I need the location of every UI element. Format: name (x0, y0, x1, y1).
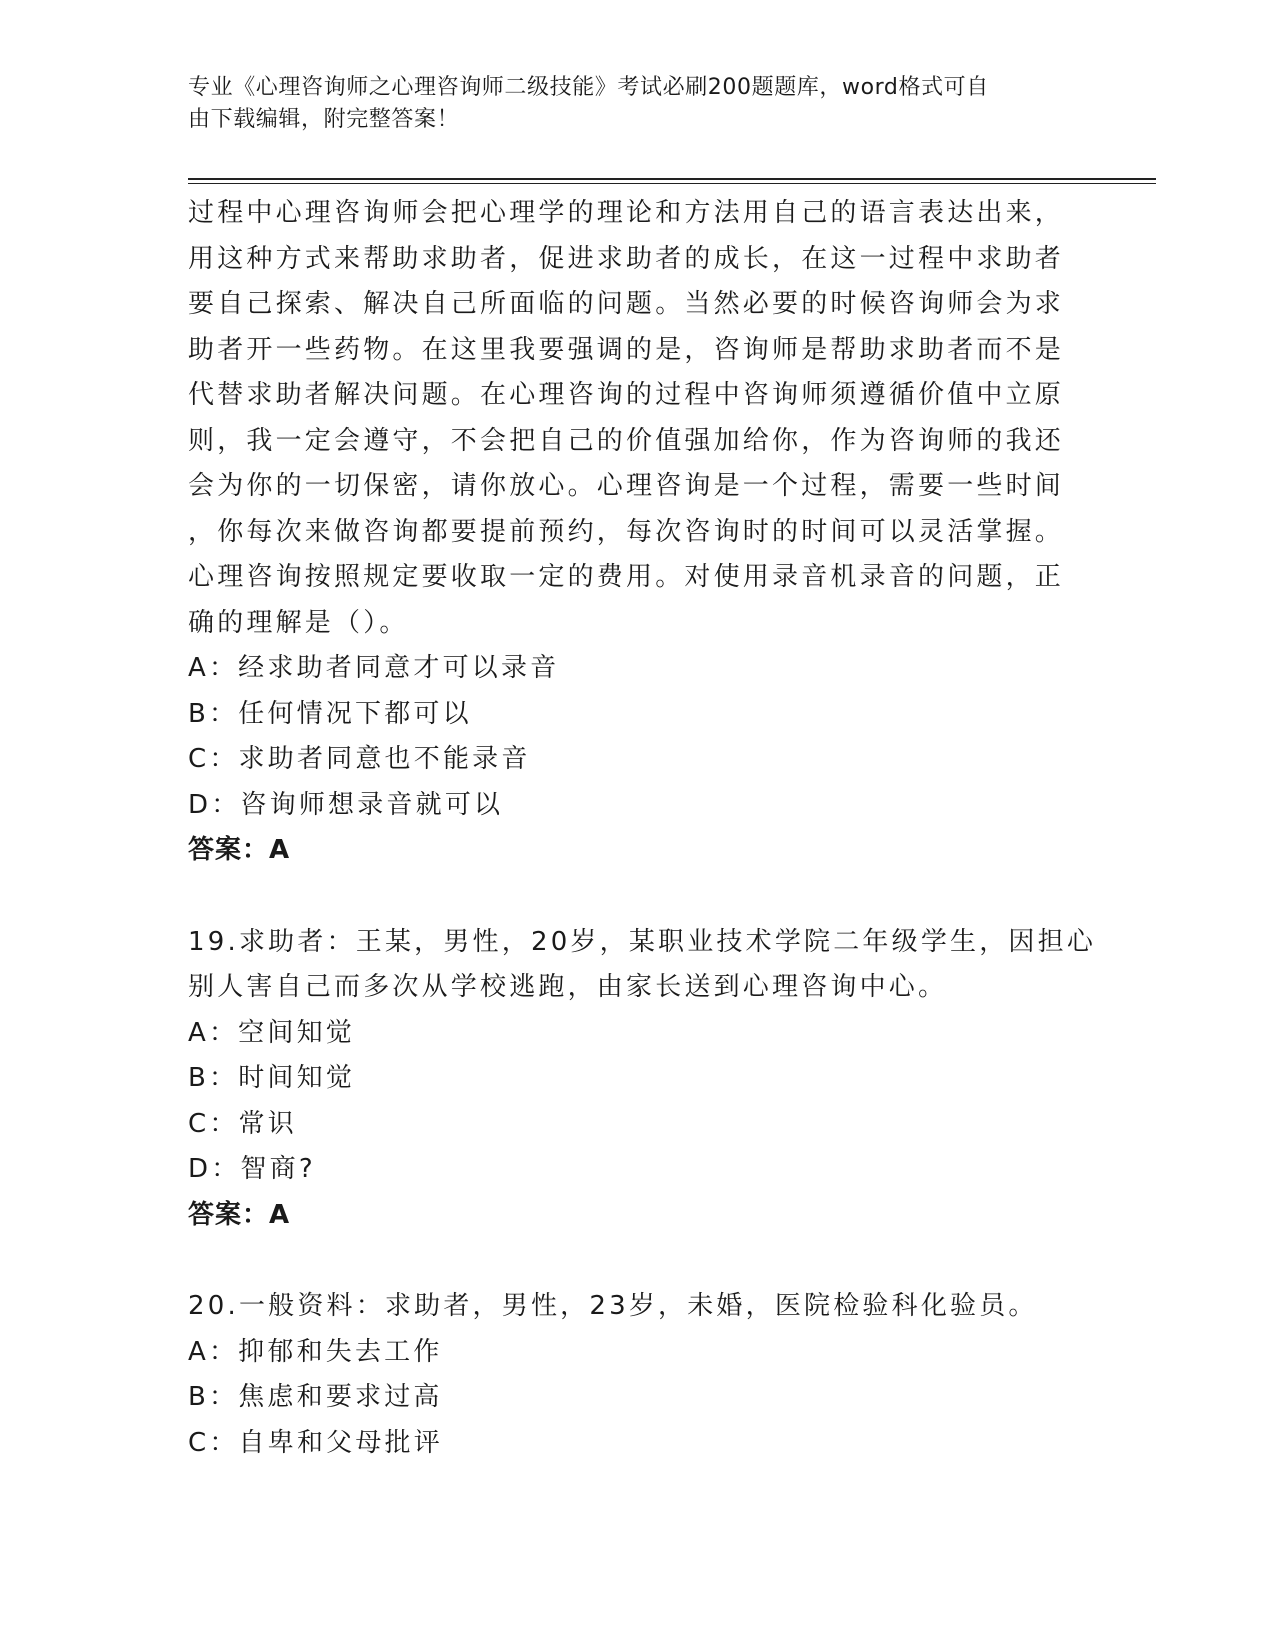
question-stem-line: 用这种方式来帮助求助者，促进求助者的成长，在这一过程中求助者 (188, 243, 1065, 274)
answer-label: 答案：A (188, 835, 291, 865)
option-c: C：求助者同意也不能录音 (188, 744, 531, 774)
option-c: C：自卑和父母批评 (188, 1427, 443, 1458)
question-stem-line: ，你每次来做咨询都要提前预约，每次咨询时的时间可以灵活掌握。 (188, 516, 1065, 547)
question-stem-line: 确的理解是（）。 (188, 607, 409, 638)
question-18 (188, 191, 1088, 874)
question-stem-line: 心理咨询按照规定要收取一定的费用。对使用录音机录音的问题，正 (188, 562, 1065, 592)
option-c: C：常识 (188, 1108, 297, 1139)
question-stem-line: 别人害自己而多次从学校逃跑，由家长送到心理咨询中心。 (188, 972, 948, 1002)
header-line-1: 专业《心理咨询师之心理咨询师二级技能》考试必刷200题题库，word格式可自 (188, 75, 989, 100)
document-header (188, 72, 1068, 136)
question-20 (188, 1284, 1088, 1466)
option-a: A：经求助者同意才可以录音 (188, 653, 560, 683)
header-divider (188, 178, 1156, 180)
option-a: A：抑郁和失去工作 (188, 1336, 443, 1367)
option-d: D：咨询师想录音就可以 (188, 789, 504, 820)
answer-label: 答案：A (188, 1199, 291, 1230)
question-stem-line: 要自己探索、解决自己所面临的问题。当然必要的时候咨询师会为求 (188, 289, 1065, 319)
header-line-2: 由下载编辑，附完整答案！ (188, 107, 460, 132)
question-stem-line: 20.一般资料：求助者，男性，23岁，未婚，医院检验科化验员。 (188, 1291, 1038, 1321)
header-divider-thin (188, 183, 1156, 184)
question-stem-line: 助者开一些药物。在这里我要强调的是，咨询师是帮助求助者而不是 (188, 334, 1065, 365)
question-19 (188, 920, 1097, 1239)
question-spacer (188, 874, 1088, 920)
question-stem-line: 代替求助者解决问题。在心理咨询的过程中咨询师须遵循价值中立原 (188, 380, 1065, 410)
question-stem-line: 19.求助者：王某，男性，20岁，某职业技术学院二年级学生，因担心 (188, 926, 1097, 957)
question-spacer (188, 1238, 1088, 1284)
option-b: B：时间知觉 (188, 1063, 356, 1093)
question-stem-line: 则，我一定会遵守，不会把自己的价值强加给你，作为咨询师的我还 (188, 425, 1065, 456)
option-b: B：焦虑和要求过高 (188, 1382, 443, 1412)
option-b: B：任何情况下都可以 (188, 698, 472, 729)
question-stem-line: 过程中心理咨询师会把心理学的理论和方法用自己的语言表达出来， (188, 198, 1065, 228)
option-a: A：空间知觉 (188, 1017, 355, 1048)
option-d: D：智商? (188, 1154, 316, 1184)
question-content (188, 191, 1097, 1466)
question-stem-line: 会为你的一切保密，请你放心。心理咨询是一个过程，需要一些时间 (188, 471, 1065, 501)
